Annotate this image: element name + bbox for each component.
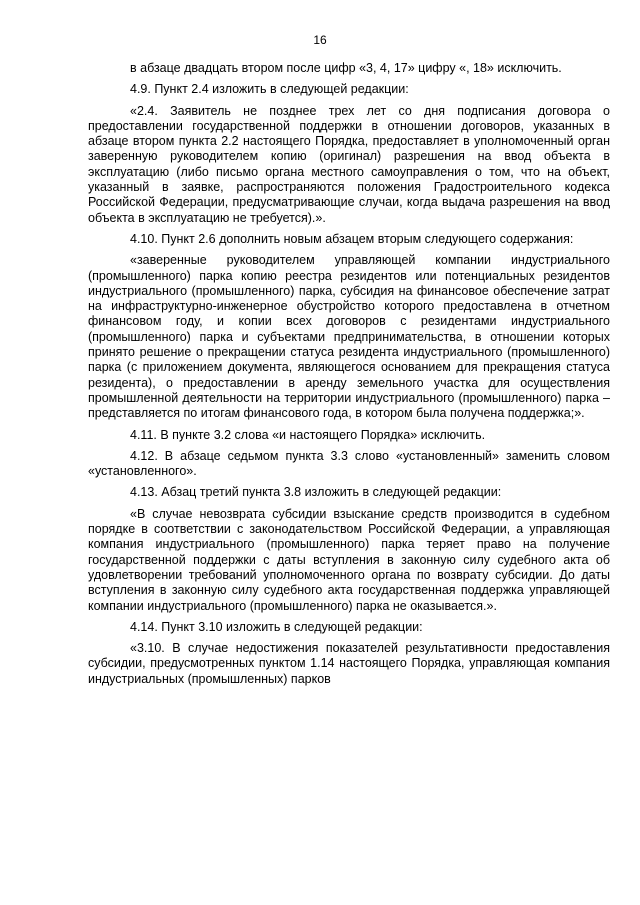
page-number: 16	[313, 33, 327, 47]
paragraph-4-9: 4.9. Пункт 2.4 изложить в следующей редакции:	[130, 82, 409, 97]
paragraph-3-8-text: «В случае невозврата субсидии взыскание средств производится в судебном порядке в соответствии с законодательством Российской Федерации, а управляющая компания индустриального (промышленного) парка теряет право на получение государственной поддержки с даты вступления в законную силу судебного акта об удовлетворении требований уполномоченного органа по возврату субсидии. До даты вступления в законную силу судебного акта государственная поддержка управляющей компании индустриального (промышленного) парка не оказывается.».	[88, 506, 610, 613]
paragraph-4-14: 4.14. Пункт 3.10 изложить в следующей редакции:	[130, 619, 423, 634]
document-body	[88, 61, 610, 693]
paragraph-4-13: 4.13. Абзац третий пункта 3.8 изложить в следующей редакции:	[130, 485, 502, 500]
paragraph-4-12: 4.12. В абзаце седьмом пункта 3.3 слово «установленный» заменить словом «установленного».	[88, 448, 610, 479]
paragraph-1: в абзаце двадцать втором после цифр «3, 4, 17» цифру «, 18» исключить.	[130, 61, 562, 75]
paragraph-2-6-text: «заверенные руководителем управляющей компании индустриального (промышленного) парка копию реестра резидентов или потенциальных резидентов индустриального (промышленного) парка, субсидия на финансовое обеспечение затрат на инфраструктурно-инженерное обустройство которого предоставлена в отчетном финансовом году, и копии всех договоров с резидентами индустриального (промышленного) парка и субъектами предпринимательства, в отношении которых принято решение о прекращении статуса резидента индустриального (промышленного) парка (с приложением документа, являющегося основанием для прекращения статуса резидента), о предоставлении в аренду земельного участка для осуществления промышленной деятельности на территории индустриального (промышленного) парка – представляется по итогам финансового года, в котором была получена поддержка;».	[88, 253, 610, 421]
paragraph-2-4-text: «2.4. Заявитель не позднее трех лет со дня подписания договора о предоставлении государственной поддержки в отношении договоров, указанных в абзаце втором пункта 2.2 настоящего Порядка, предоставляет в уполномоченный орган заверенную руководителем копию (оригинал) разрешения на ввод объекта в эксплуатацию (либо письмо органа местного самоуправления о том, что на объект, указанный в заявке, распространяются положения Градостроительного кодекса Российской Федерации, предусматривающие случаи, когда выдача разрешения на ввод объекта в эксплуатацию не требуется).».	[88, 103, 610, 225]
paragraph-4-10: 4.10. Пункт 2.6 дополнить новым абзацем вторым следующего содержания:	[130, 231, 574, 246]
paragraph-4-11: 4.11. В пункте 3.2 слова «и настоящего Порядка» исключить.	[130, 427, 486, 442]
paragraph-3-10-text: «3.10. В случае недостижения показателей результативности предоставления субсидии, предусмотренных пунктом 1.14 настоящего Порядка, управляющая компания индустриальных (промышленных) парков	[88, 641, 610, 686]
